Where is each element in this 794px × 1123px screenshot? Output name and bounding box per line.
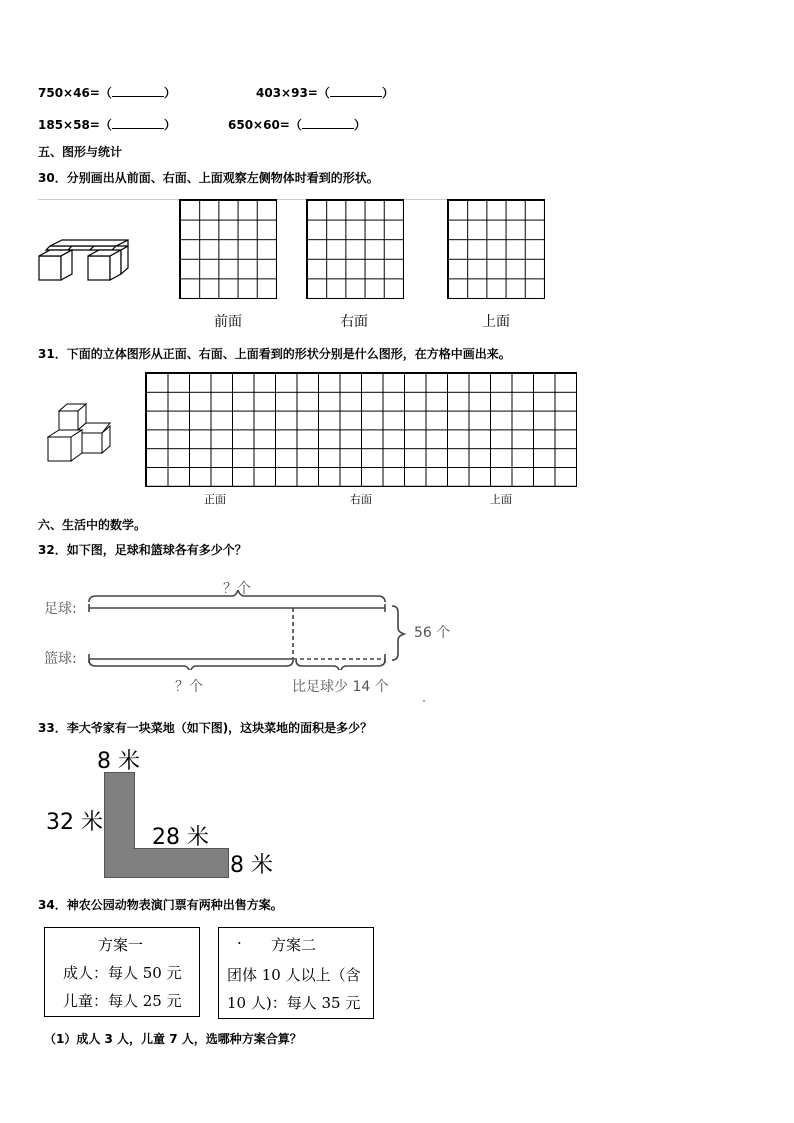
dim-middle: 28 米 bbox=[152, 825, 209, 850]
plan-1-title: 方案一 bbox=[98, 936, 144, 954]
plan-1-box bbox=[44, 927, 200, 1017]
plan-1-child: 儿童：每人 25 元 bbox=[63, 992, 182, 1010]
total-label: 56 个 bbox=[414, 625, 451, 641]
football-label: 足球: bbox=[44, 601, 77, 617]
plan-2-line2: 10 人)：每人 35 元 bbox=[227, 994, 361, 1012]
question-34: 34．神农公园动物表演门票有两种出售方案。 bbox=[38, 898, 283, 912]
grid-q31[interactable] bbox=[145, 372, 577, 487]
answer-blank[interactable] bbox=[112, 117, 164, 129]
question-33: 33．李大爷家有一块菜地（如下图)，这块菜地的面积是多少？ bbox=[38, 721, 373, 735]
line-segment-diagram bbox=[86, 590, 416, 670]
calc-1 bbox=[38, 84, 176, 101]
grid-top[interactable] bbox=[447, 199, 545, 299]
paren-close: ） bbox=[381, 86, 394, 100]
label-top: 上面 bbox=[490, 493, 512, 506]
plan-2-line1: 团体 10 人以上（含 bbox=[227, 966, 361, 984]
l-shape-horizontal bbox=[133, 848, 229, 878]
answer-blank[interactable] bbox=[330, 85, 382, 97]
paren-open: （ bbox=[99, 118, 112, 132]
difference-label: 比足球少 14 个 bbox=[292, 679, 389, 695]
calc-expr: 403×93= bbox=[256, 86, 318, 100]
label-front: 前面 bbox=[214, 314, 242, 330]
paren-open: （ bbox=[99, 86, 112, 100]
paren-close: ） bbox=[163, 86, 176, 100]
football-question: ？个 bbox=[223, 581, 251, 597]
basketball-label: 篮球: bbox=[44, 651, 77, 667]
dim-right: 8 米 bbox=[230, 853, 273, 878]
calc-3 bbox=[38, 116, 176, 133]
label-right: 右面 bbox=[340, 314, 368, 330]
grid-right[interactable] bbox=[306, 199, 404, 299]
paren-open: （ bbox=[289, 118, 302, 132]
question-30: 30．分别画出从前面、右面、上面观察左侧物体时看到的形状。 bbox=[38, 171, 379, 185]
plan-2-dot: · bbox=[237, 934, 242, 952]
dim-left: 32 米 bbox=[46, 810, 103, 835]
dim-top: 8 米 bbox=[97, 749, 140, 774]
calc-2 bbox=[256, 84, 394, 101]
stacked-cubes-drawing bbox=[47, 402, 113, 464]
question-31: 31．下面的立体图形从正面、右面、上面看到的形状分别是什么图形，在方格中画出来。 bbox=[38, 347, 511, 361]
answer-blank[interactable] bbox=[302, 117, 354, 129]
answer-blank[interactable] bbox=[112, 85, 164, 97]
calc-expr: 750×46= bbox=[38, 86, 100, 100]
cube-object-drawing bbox=[38, 238, 130, 284]
label-front: 正面 bbox=[204, 493, 226, 506]
calc-expr: 650×60= bbox=[228, 118, 290, 132]
paren-close: ） bbox=[353, 118, 366, 132]
plan-1-adult: 成人：每人 50 元 bbox=[63, 964, 182, 982]
l-shape-vertical bbox=[104, 772, 135, 878]
plan-2-title: 方案二 bbox=[271, 936, 317, 954]
question-34-part-1: （1）成人 3 人，儿童 7 人，选哪种方案合算？ bbox=[44, 1032, 302, 1046]
grid-front[interactable] bbox=[179, 199, 277, 299]
paren-open: （ bbox=[317, 86, 330, 100]
label-right: 右面 bbox=[350, 493, 372, 506]
section-6-heading: 六、生活中的数学。 bbox=[38, 518, 147, 532]
basketball-question: ？个 bbox=[175, 679, 203, 695]
speck bbox=[423, 700, 425, 702]
calc-4 bbox=[228, 116, 366, 133]
label-top: 上面 bbox=[482, 314, 510, 330]
section-5-heading: 五、图形与统计 bbox=[38, 145, 123, 159]
calc-expr: 185×58= bbox=[38, 118, 100, 132]
paren-close: ） bbox=[163, 118, 176, 132]
plan-2-box bbox=[218, 927, 374, 1019]
question-32: 32．如下图，足球和篮球各有多少个？ bbox=[38, 543, 247, 557]
